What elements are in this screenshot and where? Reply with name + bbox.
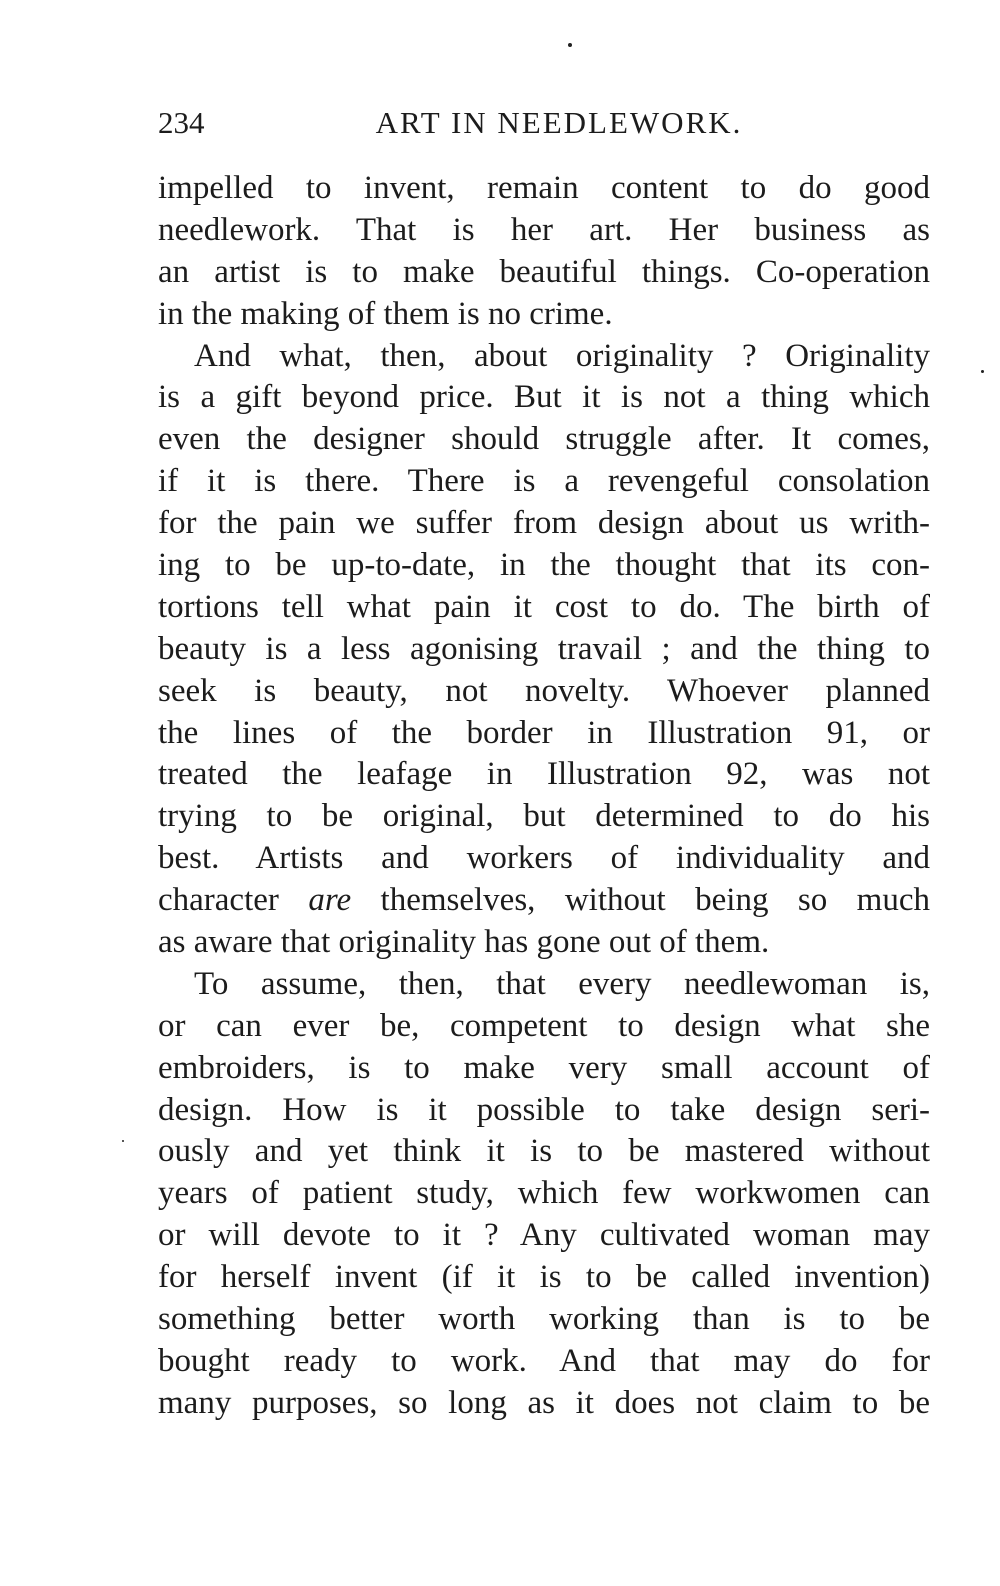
text-line: best. Artists and workers of individuality and [158,840,930,877]
text-line: or can ever be, competent to design what she [158,1007,930,1044]
text-line: something better worth working than is to be [158,1301,930,1338]
text-line: if it is there. There is a revengeful consolation [158,463,930,500]
text-line: design. How is it possible to take design seri- [158,1091,930,1128]
text-line: many purposes, so long as it does not claim to be [158,1384,930,1421]
text-line: for the pain we suffer from design about us writh- [158,505,930,542]
text-fragment: themselves, without being so much [351,882,930,919]
paragraph [158,168,930,336]
text-line: treated the leafage in Illustration 92, was not [158,756,930,793]
paragraph [158,336,930,964]
paragraph [158,964,930,1425]
ink-speck [981,370,984,373]
body-text [158,168,930,1425]
text-line: is a gift beyond price. But it is not a thing which [158,379,930,416]
text-line: beauty is a less agonising travail ; and the thing to [158,630,930,667]
page-header [158,101,930,145]
text-line: in the making of them is no crime. [158,295,613,332]
text-line: or will devote to it ? Any cultivated woman may [158,1217,930,1254]
text-line: impelled to invent, remain content to do good [158,170,930,206]
text-fragment: character [158,882,309,919]
text-line: years of patient study, which few workwomen can [158,1175,930,1212]
running-title: ART IN NEEDLEWORK. [375,105,743,140]
text-line: even the designer should struggle after. It comes, [158,421,930,458]
text-line: an artist is to make beautiful things. Co-operation [158,253,930,290]
text-line [158,880,930,922]
italic-word: are [308,882,352,919]
ink-speck [122,1140,124,1142]
text-line: And what, then, about originality ? Originality [194,337,930,374]
text-line: seek is beauty, not novelty. Whoever planned [158,672,930,709]
text-line: embroiders, is to make very small account of [158,1049,930,1086]
text-line: ing to be up-to-date, in the thought that its con- [158,547,930,584]
text-line: bought ready to work. And that may do for [158,1342,930,1379]
text-line: ously and yet think it is to be mastered without [158,1133,930,1170]
text-line: needlework. That is her art. Her business as [158,211,930,248]
text-line: as aware that originality has gone out of them. [158,924,770,961]
text-line: To assume, then, that every needlewoman is, [194,965,930,1002]
text-line: tortions tell what pain it cost to do. The birth of [158,588,930,625]
ink-speck [568,43,572,47]
text-line: for herself invent (if it is to be called invention) [158,1259,930,1296]
page-number: 234 [158,105,205,140]
text-line: the lines of the border in Illustration 91, or [158,714,930,751]
text-line: trying to be original, but determined to do his [158,798,930,835]
